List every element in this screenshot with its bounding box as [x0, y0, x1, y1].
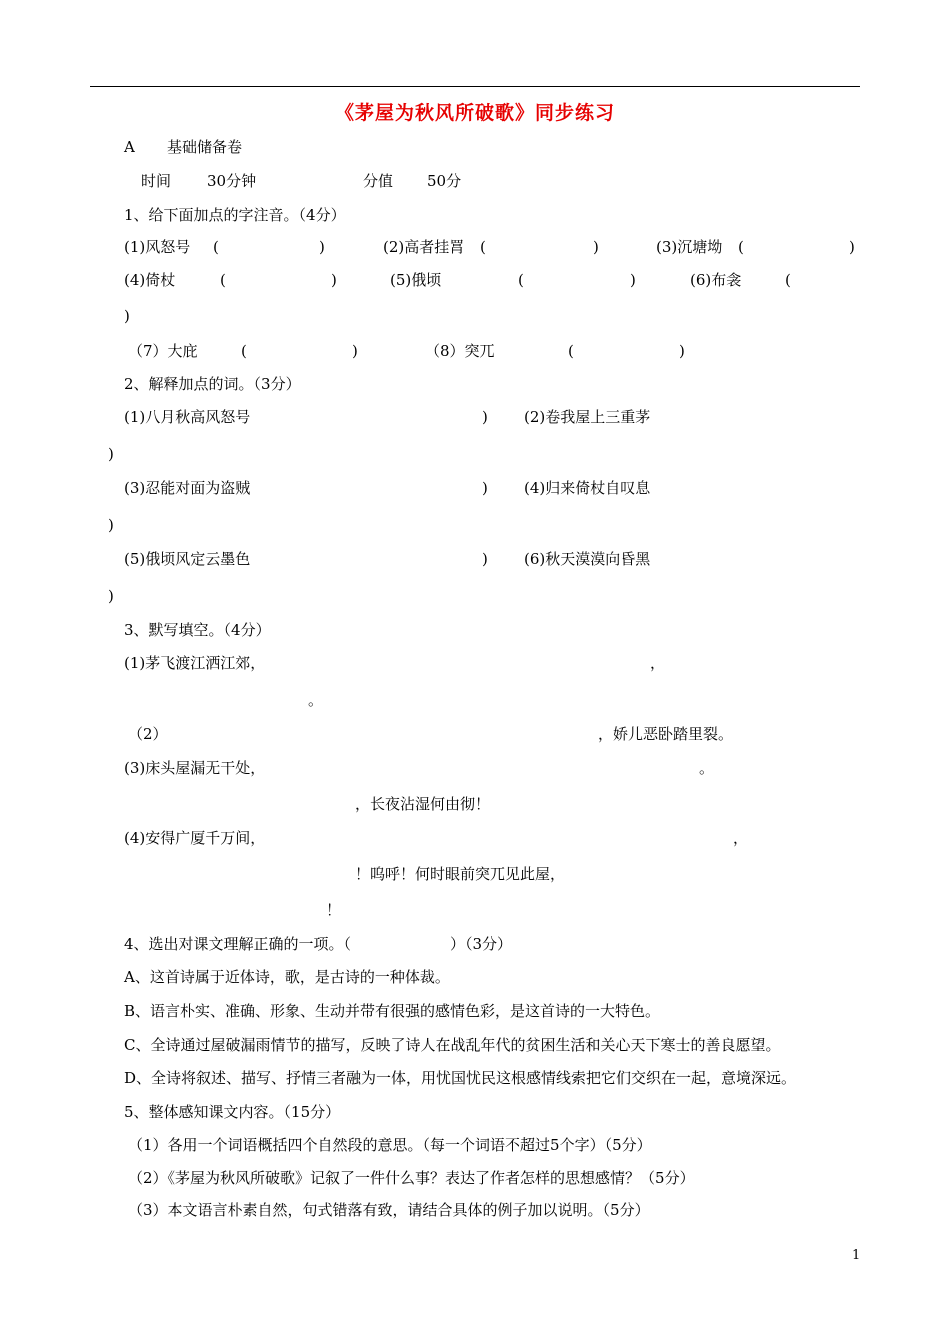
q1-item: （8）突兀	[425, 342, 495, 360]
q1-item: (2)高者挂罥	[383, 238, 465, 256]
q1-item: (5)俄顷	[390, 271, 442, 289]
q1-paren-open: (	[220, 271, 226, 289]
q1-paren-open: (	[480, 238, 486, 256]
page-title: 《茅屋为秋风所破歌》同步练习	[334, 102, 615, 124]
q3-line: (3)床头屋漏无干处，	[124, 759, 266, 777]
q1-item: (6)布衾	[690, 271, 742, 289]
q1-paren-close: )	[679, 342, 685, 360]
q4-option-c: C、全诗通过屋破漏雨情节的描写，反映了诗人在战乱年代的贫困生活和关心天下寒士的善良愿望。	[124, 1036, 781, 1054]
q2-paren-close: )	[108, 445, 114, 463]
section-name: 基础储备卷	[167, 138, 243, 156]
q2-item: (4)归来倚杖自叹息	[524, 479, 651, 497]
q2-item: (1)八月秋高风怒号	[124, 408, 251, 426]
header-rule	[90, 86, 860, 87]
q3-stem: 3、默写填空。（4分）	[124, 621, 271, 639]
q3-line-cont: ！呜呼！何时眼前突兀见此屋，	[355, 865, 566, 883]
q2-paren-close: )	[482, 550, 488, 568]
q1-paren-open: (	[241, 342, 247, 360]
q1-paren-open: (	[568, 342, 574, 360]
q1-paren-open: (	[738, 238, 744, 256]
q2-item: (5)俄顷风定云墨色	[124, 550, 251, 568]
q2-item: (6)秋天漠漠向昏黑	[524, 550, 651, 568]
q2-paren-close: )	[482, 479, 488, 497]
section-letter: A	[124, 138, 135, 156]
q1-paren-close: )	[331, 271, 337, 289]
q3-period: 。	[308, 691, 324, 709]
q5-item: （2）《茅屋为秋风所破歌》记叙了一件什么事？表达了作者怎样的思想感情？（5分）	[128, 1169, 695, 1187]
q2-item: (2)卷我屋上三重茅	[524, 408, 651, 426]
q1-item: (1)风怒号	[124, 238, 191, 256]
q2-paren-close: )	[482, 408, 488, 426]
q2-item: (3)忍能对面为盗贼	[124, 479, 251, 497]
q1-item: (3)沉塘坳	[656, 238, 723, 256]
q1-paren-close: )	[352, 342, 358, 360]
q1-stem: 1、给下面加点的字注音。（4分）	[124, 206, 346, 224]
score-value: 50分	[427, 172, 462, 190]
q1-paren-close: )	[124, 307, 130, 325]
q3-line-cont: ，长夜沾湿何由彻！	[355, 795, 491, 813]
q1-paren-open: (	[518, 271, 524, 289]
q1-paren-close: )	[319, 238, 325, 256]
time-label: 时间	[141, 172, 172, 190]
q5-item: （3）本文语言朴素自然，句式错落有致，请结合具体的例子加以说明。（5分）	[128, 1201, 650, 1219]
page-number: 1	[852, 1248, 861, 1263]
q5-item: （1）各用一个词语概括四个自然段的意思。（每一个词语不超过5个字）（5分）	[128, 1136, 652, 1154]
q3-line-end: ，娇儿恶卧踏里裂。	[598, 725, 734, 743]
q2-stem: 2、解释加点的词。（3分）	[124, 375, 301, 393]
q4-option-b: B、语言朴实、准确、形象、生动并带有很强的感情色彩，是这首诗的一大特色。	[124, 1002, 661, 1020]
score-label: 分值	[363, 172, 394, 190]
q1-item: （7）大庇	[128, 342, 198, 360]
q1-paren-close: )	[849, 238, 855, 256]
q4-stem-end: ）（3分）	[450, 935, 513, 953]
q2-paren-close: )	[108, 587, 114, 605]
q3-period: 。	[699, 759, 715, 777]
q3-comma: ，	[733, 829, 749, 847]
q4-stem: 4、选出对课文理解正确的一项。（	[124, 935, 352, 953]
q1-paren-open: (	[785, 271, 791, 289]
q3-comma: ，	[650, 654, 666, 672]
q4-option-d: D、全诗将叙述、描写、抒情三者融为一体，用忧国忧民这根感情线索把它们交织在一起，意境深远。	[124, 1069, 797, 1087]
q5-stem: 5、整体感知课文内容。（15分）	[124, 1103, 341, 1121]
q1-paren-open: (	[213, 238, 219, 256]
q3-line: （2）	[128, 725, 168, 743]
q3-line: (4)安得广厦千万间，	[124, 829, 266, 847]
time-value: 30分钟	[207, 172, 257, 190]
q3-exclaim: ！	[326, 901, 342, 919]
q1-item: (4)倚杖	[124, 271, 176, 289]
q4-option-a: A、这首诗属于近体诗，歌，是古诗的一种体裁。	[124, 968, 450, 986]
q2-paren-close: )	[108, 516, 114, 534]
q3-line: (1)茅飞渡江洒江郊，	[124, 654, 266, 672]
q1-paren-close: )	[593, 238, 599, 256]
q1-paren-close: )	[630, 271, 636, 289]
